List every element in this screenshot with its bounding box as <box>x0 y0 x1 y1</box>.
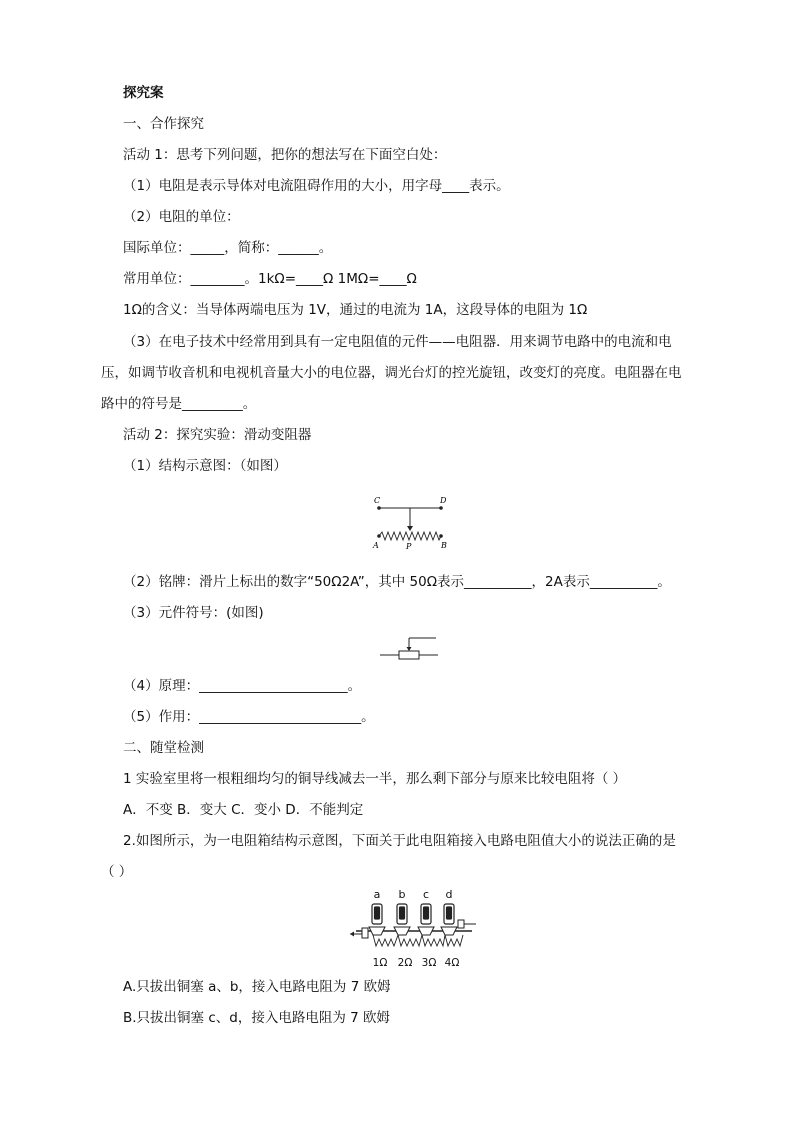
ohm-meaning-line: 1Ω的含义：当导体两端电压为 1V，通过的电流为 1A，这段导体的电阻为 1Ω <box>123 302 588 318</box>
resistor-label-3: 3Ω <box>421 957 437 969</box>
nameplate-line: （2）铭牌：滑片上标出的数字“50Ω2A”，其中 50Ω表示__________，2A表示__________。 <box>123 574 671 590</box>
resistor-label-1: 1Ω <box>372 957 388 969</box>
label-c: C <box>374 496 381 505</box>
section-heading-1: 一、合作探究 <box>123 116 204 132</box>
label-d: D <box>440 496 447 505</box>
resistance-box-figure <box>350 884 480 970</box>
plug-label-d: d <box>445 888 453 901</box>
question-3-line-1: （3）在电子技术中经常用到具有一定电阻值的元件——电阻器．用来调节电路中的电流和电 <box>123 334 672 350</box>
resistor-label-2: 2Ω <box>397 957 413 969</box>
label-b: B <box>441 541 447 550</box>
test-question-2-line-2: （ ） <box>101 864 133 880</box>
label-a: A <box>373 541 379 550</box>
common-unit-line: 常用单位：________。1kΩ=____Ω 1MΩ=____Ω <box>123 271 417 287</box>
activity-1-heading: 活动 1：思考下列问题，把你的想法写在下面空白处： <box>123 147 447 163</box>
function-line: （5）作用：________________________。 <box>123 709 375 725</box>
plug-label-a: a <box>373 888 381 901</box>
si-unit-line: 国际单位：_____，简称：______。 <box>123 240 333 256</box>
test-question-2-line-1: 2.如图所示，为一电阻箱结构示意图，下面关于此电阻箱接入电路电阻值大小的说法正确的是 <box>123 833 676 849</box>
rheostat-structure-figure <box>360 490 460 552</box>
section-heading-2: 二、随堂检测 <box>123 740 204 756</box>
principle-line: （4）原理：______________________。 <box>123 678 362 694</box>
option-b: B.只拔出铜塞 c、d，接入电路电阻为 7 欧姆 <box>123 1010 391 1026</box>
question-2: （2）电阻的单位： <box>123 209 240 225</box>
label-p: P <box>406 542 412 551</box>
activity-2-heading: 活动 2：探究实验：滑动变阻器 <box>123 427 312 443</box>
test-question-1-options: A．不变 B．变大 C．变小 D．不能判定 <box>123 802 364 818</box>
option-a: A.只拔出铜塞 a、b，接入电路电阻为 7 欧姆 <box>123 979 391 995</box>
rheostat-symbol-figure <box>378 634 440 666</box>
page-title: 探究案 <box>123 85 164 101</box>
plug-label-b: b <box>398 888 406 901</box>
question-3-line-3: 路中的符号是_________。 <box>101 396 257 412</box>
question-3-line-2: 压，如调节收音机和电视机音量大小的电位器，调光台灯的控光旋钮，改变灯的亮度。电阻器在电 <box>101 365 682 381</box>
question-1: （1）电阻是表示导体对电流阻碍作用的大小，用字母____表示。 <box>123 178 510 194</box>
symbol-label: （3）元件符号：(如图) <box>123 605 264 621</box>
resistor-label-4: 4Ω <box>444 957 460 969</box>
structure-label: （1）结构示意图：（如图） <box>123 458 287 474</box>
test-question-1: 1 实验室里将一根粗细均匀的铜导线减去一半，那么剩下部分与原来比较电阻将（ ） <box>123 771 627 787</box>
plug-label-c: c <box>422 888 430 901</box>
